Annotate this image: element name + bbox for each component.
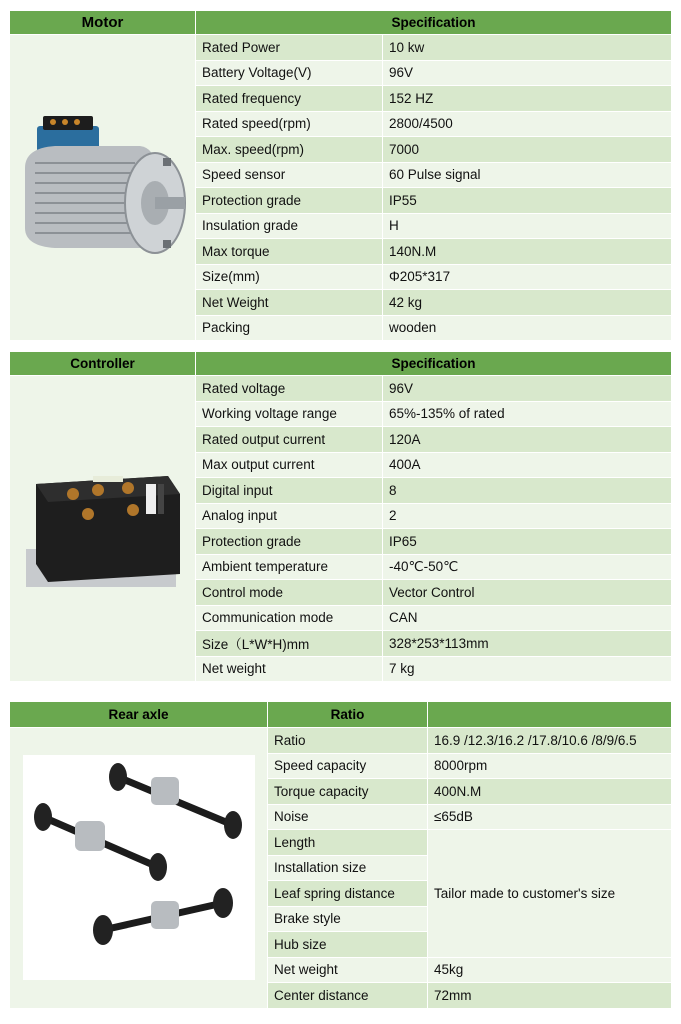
axle-row-label: Ratio xyxy=(268,728,428,754)
axle-row-label: Center distance xyxy=(268,983,428,1009)
controller-image-cell xyxy=(10,376,196,682)
rear-axle-image-cell xyxy=(10,728,268,1009)
controller-row-label: Working voltage range xyxy=(196,401,383,427)
rear-axle-spec-table xyxy=(9,701,672,1009)
motor-row-value: 42 kg xyxy=(383,290,672,316)
motor-spec-header: Specification xyxy=(196,11,672,35)
controller-row-label: Net weight xyxy=(196,656,383,682)
controller-header: Controller xyxy=(10,352,196,376)
motor-row-label: Speed sensor xyxy=(196,162,383,188)
controller-row-value: -40℃-50℃ xyxy=(383,554,672,580)
controller-row-value: Vector Control xyxy=(383,580,672,606)
axle-row-label: Net weight xyxy=(268,957,428,983)
motor-row-value: 10 kw xyxy=(383,35,672,61)
motor-spec-table xyxy=(9,10,672,341)
controller-row-value: 7 kg xyxy=(383,656,672,682)
motor-row-value: 7000 xyxy=(383,137,672,163)
motor-row-label: Rated Power xyxy=(196,35,383,61)
motor-row-value: Φ205*317 xyxy=(383,264,672,290)
controller-row-value: 328*253*113mm xyxy=(383,631,672,657)
axle-merged-label: Hub size xyxy=(268,932,428,958)
motor-row-value: wooden xyxy=(383,315,672,341)
controller-row-label: Size（L*W*H)mm xyxy=(196,631,383,657)
motor-row-value: IP55 xyxy=(383,188,672,214)
axle-merged-label: Length xyxy=(268,830,428,856)
controller-row-label: Digital input xyxy=(196,478,383,504)
ratio-header: Ratio xyxy=(268,702,428,728)
controller-row-value: CAN xyxy=(383,605,672,631)
axle-row-value: ≤65dB xyxy=(428,804,672,830)
motor-row-label: Packing xyxy=(196,315,383,341)
motor-image-cell xyxy=(10,35,196,341)
axle-row-value: 45kg xyxy=(428,957,672,983)
motor-row-label: Insulation grade xyxy=(196,213,383,239)
axle-row-value: 72mm xyxy=(428,983,672,1009)
axle-row-label: Noise xyxy=(268,804,428,830)
rear-axle-icon xyxy=(23,755,255,980)
axle-row-label: Torque capacity xyxy=(268,779,428,805)
motor-row-label: Max torque xyxy=(196,239,383,265)
controller-row-value: 8 xyxy=(383,478,672,504)
controller-spec-table xyxy=(9,351,672,682)
controller-row-value: 400A xyxy=(383,452,672,478)
controller-row-value: 96V xyxy=(383,376,672,402)
motor-row-label: Rated speed(rpm) xyxy=(196,111,383,137)
motor-row-label: Protection grade xyxy=(196,188,383,214)
rear-axle-header: Rear axle xyxy=(10,702,268,728)
motor-row-label: Net Weight xyxy=(196,290,383,316)
axle-row-value: 8000rpm xyxy=(428,753,672,779)
motor-row-label: Size(mm) xyxy=(196,264,383,290)
motor-row-value: H xyxy=(383,213,672,239)
motor-row-label: Max. speed(rpm) xyxy=(196,137,383,163)
controller-row-label: Communication mode xyxy=(196,605,383,631)
motor-controller-icon xyxy=(18,454,188,604)
controller-row-label: Analog input xyxy=(196,503,383,529)
controller-row-label: Max output current xyxy=(196,452,383,478)
motor-row-label: Rated frequency xyxy=(196,86,383,112)
axle-row-value: 400N.M xyxy=(428,779,672,805)
controller-row-value: 65%-135% of rated xyxy=(383,401,672,427)
motor-row-label: Battery Voltage(V) xyxy=(196,60,383,86)
controller-row-label: Control mode xyxy=(196,580,383,606)
controller-row-label: Ambient temperature xyxy=(196,554,383,580)
controller-spec-header: Specification xyxy=(196,352,672,376)
axle-merged-label: Leaf spring distance xyxy=(268,881,428,907)
motor-row-value: 96V xyxy=(383,60,672,86)
motor-row-value: 152 HZ xyxy=(383,86,672,112)
controller-row-label: Rated output current xyxy=(196,427,383,453)
motor-header: Motor xyxy=(10,11,196,35)
axle-merged-label: Brake style xyxy=(268,906,428,932)
controller-row-value: 2 xyxy=(383,503,672,529)
controller-row-value: IP65 xyxy=(383,529,672,555)
axle-merged-label: Installation size xyxy=(268,855,428,881)
controller-row-label: Protection grade xyxy=(196,529,383,555)
rear-axle-header-extra xyxy=(428,702,672,728)
axle-row-label: Speed capacity xyxy=(268,753,428,779)
motor-row-value: 140N.M xyxy=(383,239,672,265)
controller-row-value: 120A xyxy=(383,427,672,453)
electric-motor-icon xyxy=(15,108,190,268)
tailor-made-value: Tailor made to customer's size xyxy=(428,830,672,958)
motor-row-value: 60 Pulse signal xyxy=(383,162,672,188)
axle-row-value: 16.9 /12.3/16.2 /17.8/10.6 /8/9/6.5 xyxy=(428,728,672,754)
motor-row-value: 2800/4500 xyxy=(383,111,672,137)
controller-row-label: Rated voltage xyxy=(196,376,383,402)
